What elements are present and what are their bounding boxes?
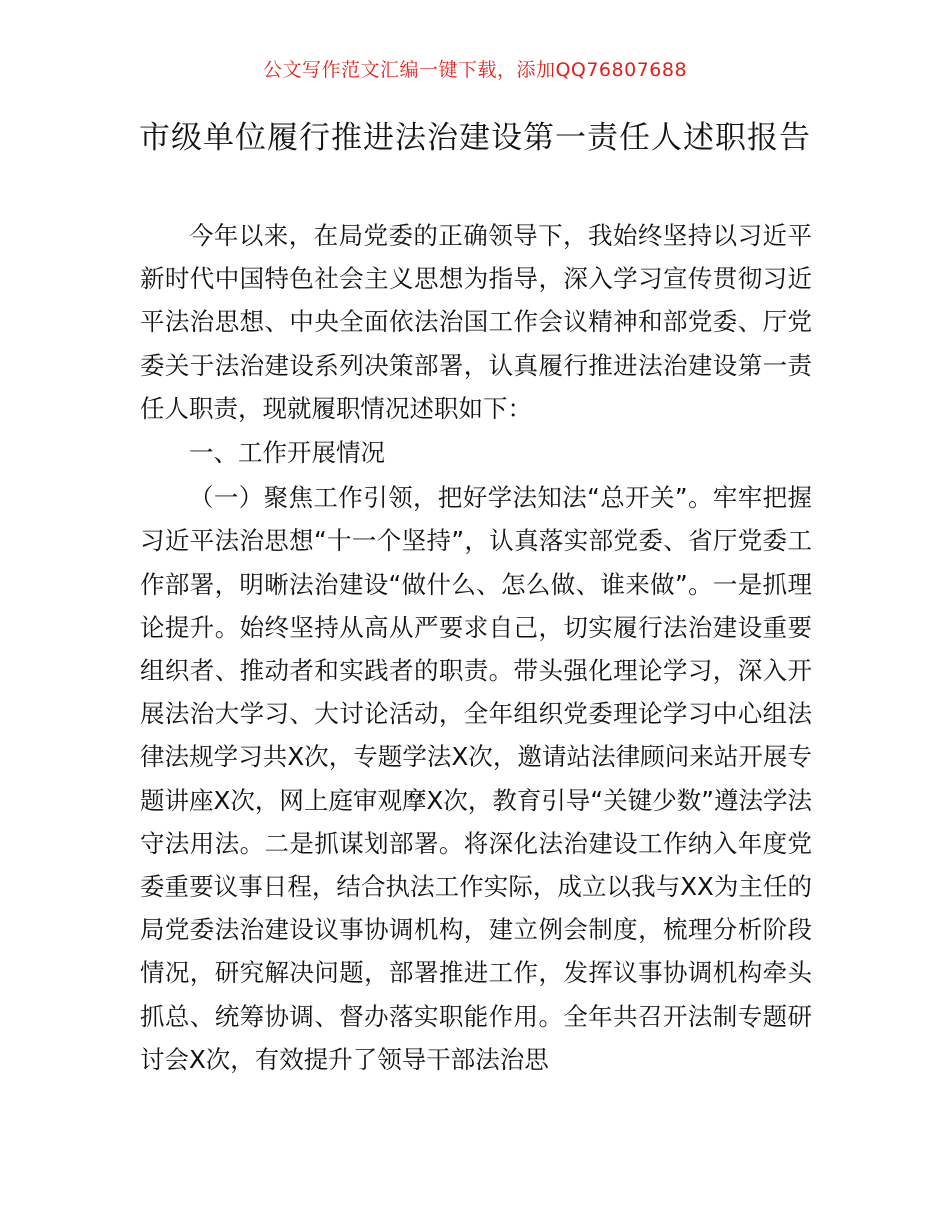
document-body <box>140 214 812 1081</box>
section-paragraph: （一）聚焦工作引领，把好学法知法“总开关”。牢牢把握习近平法治思想“十一个坚持”，认真落实部党委、省厅党委工作部署，明晰法治建设“做什么、怎么做、谁来做”。一是抓理论提升。始终坚持从高从严要求自己，切实履行法治建设重要组织者、推动者和实践者的职责。带头强化理论学习，深入开展法治大学习、大讨论活动，全年组织党委理论学习中心组法律法规学习共X次，专题学法X次，邀请站法律顾问来站开展专题讲座X次，网上庭审观摩X次，教育引导“关键少数”遵法学法守法用法。二是抓谋划部署。将深化法治建设工作纳入年度党委重要议事日程，结合执法工作实际，成立以我与XX为主任的局党委法治建设议事协调机构，建立例会制度，梳理分析阶段情况，研究解决问题，部署推进工作，发挥议事协调机构牵头抓总、统筹协调、督办落实职能作用。全年共召开法制专题研讨会X次，有效提升了领导干部法治思 <box>140 483 812 1074</box>
document-title: 市级单位履行推进法治建设第一责任人述职报告 <box>139 120 811 156</box>
section-heading: 一、工作开展情况 <box>189 438 385 468</box>
intro-paragraph: 今年以来，在局党委的正确领导下，我始终坚持以习近平新时代中国特色社会主义思想为指导，深入学习宣传贯彻习近平法治思想、中央全面依法治国工作会议精神和部党委、厅党委关于法治建设系列决策部署，认真履行推进法治建设第一责任人职责，现就履职情况述职如下： <box>140 221 812 423</box>
download-banner: 公文写作范文汇编一键下载，添加QQ76807688 <box>262 59 688 81</box>
